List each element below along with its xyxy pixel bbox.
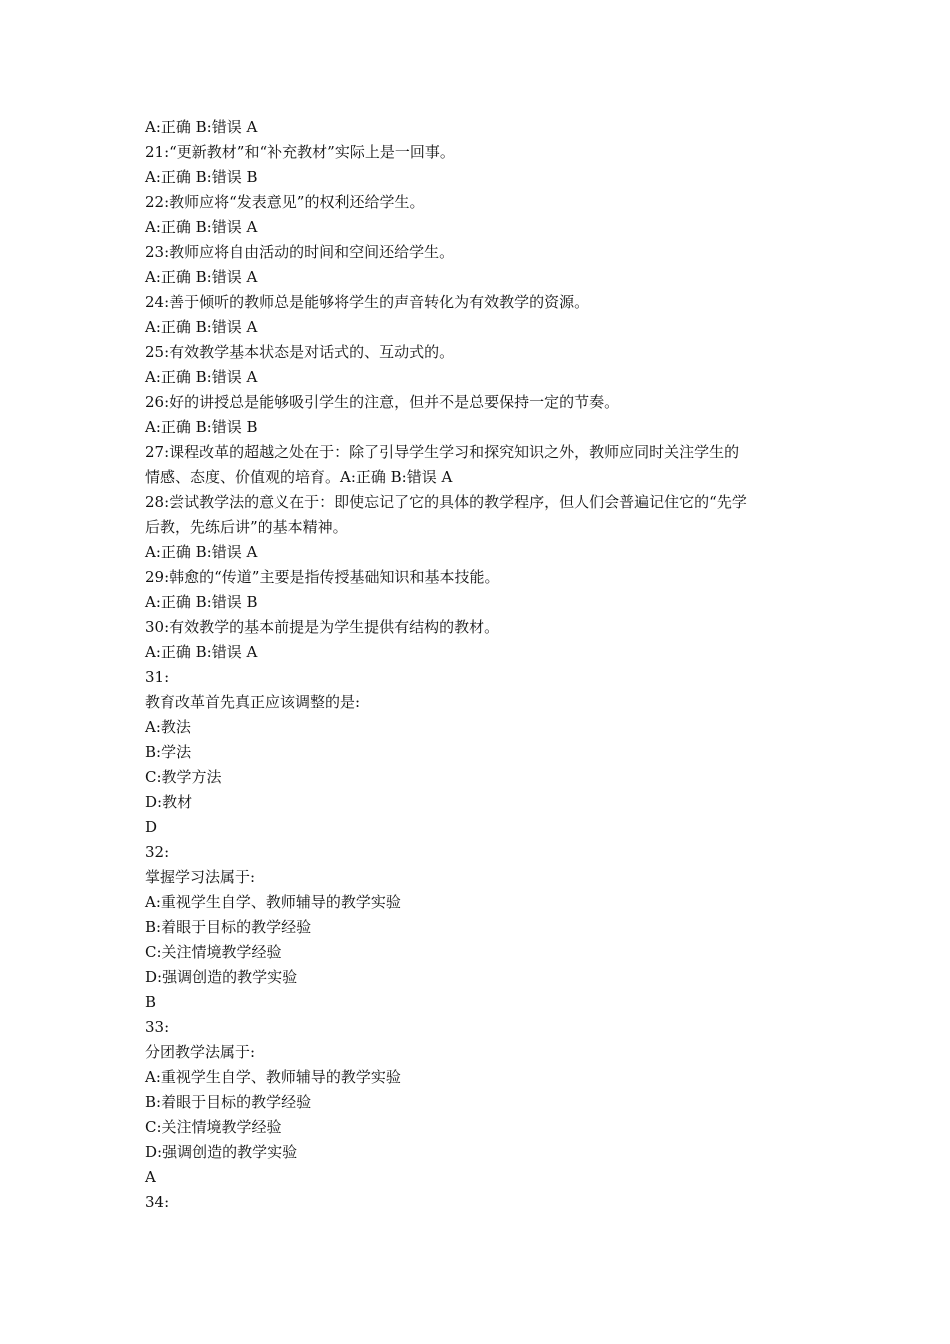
text-line: 23:教师应将自由活动的时间和空间还给学生。	[145, 243, 455, 261]
text-line: 29:韩愈的“传道”主要是指传授基础知识和基本技能。	[145, 568, 500, 586]
text-line: A:正确 B:错误 A	[145, 643, 258, 661]
text-line: B	[145, 993, 157, 1011]
text-line: 34:	[145, 1193, 170, 1211]
text-line: A:正确 B:错误 A	[145, 268, 258, 286]
text-line: A:重视学生自学、教师辅导的教学实验	[145, 1068, 401, 1086]
text-line: 26:好的讲授总是能够吸引学生的注意，但并不是总要保持一定的节奏。	[145, 393, 620, 411]
text-line: A:正确 B:错误 B	[145, 418, 258, 436]
text-line: 教育改革首先真正应该调整的是:	[145, 693, 361, 711]
text-line: 24:善于倾听的教师总是能够将学生的声音转化为有效教学的资源。	[145, 293, 590, 311]
text-line: 25:有效教学基本状态是对话式的、互动式的。	[145, 343, 455, 361]
text-line: 33:	[145, 1018, 170, 1036]
text-line: A:重视学生自学、教师辅导的教学实验	[145, 893, 401, 911]
text-line: 21:“更新教材”和“补充教材”实际上是一回事。	[145, 143, 455, 161]
text-line: D:强调创造的教学实验	[145, 968, 298, 986]
text-line: D:强调创造的教学实验	[145, 1143, 298, 1161]
text-line: A:正确 B:错误 A	[145, 543, 258, 561]
text-line: D:教材	[145, 793, 193, 811]
text-line: 32:	[145, 843, 170, 861]
text-line: A	[145, 1168, 156, 1186]
text-line: A:正确 B:错误 A	[145, 218, 258, 236]
text-line: D	[145, 818, 158, 836]
text-line: 后教，先练后讲”的基本精神。	[145, 518, 348, 536]
text-line: B:学法	[145, 743, 192, 761]
document-page	[145, 115, 810, 1215]
text-line: 情感、态度、价值观的培育。A:正确 B:错误 A	[145, 468, 453, 486]
text-line: A:正确 B:错误 B	[145, 168, 258, 186]
text-line: A:正确 B:错误 B	[145, 593, 258, 611]
text-line: 27:课程改革的超越之处在于：除了引导学生学习和探究知识之外，教师应同时关注学生的	[145, 443, 740, 461]
text-line: 28:尝试教学法的意义在于：即使忘记了它的具体的教学程序，但人们会普遍记住它的“先学	[145, 493, 747, 511]
text-line: B:着眼于目标的教学经验	[145, 1093, 312, 1111]
text-line: C:教学方法	[145, 768, 222, 786]
text-line: A:正确 B:错误 A	[145, 118, 258, 136]
text-line: 31:	[145, 668, 170, 686]
text-line: 分团教学法属于:	[145, 1043, 256, 1061]
text-line: A:教法	[145, 718, 191, 736]
text-line: B:着眼于目标的教学经验	[145, 918, 312, 936]
text-line: 22:教师应将“发表意见”的权利还给学生。	[145, 193, 425, 211]
text-line: A:正确 B:错误 A	[145, 318, 258, 336]
text-line: 30:有效教学的基本前提是为学生提供有结构的教材。	[145, 618, 500, 636]
text-line: C:关注情境教学经验	[145, 1118, 282, 1136]
text-line: A:正确 B:错误 A	[145, 368, 258, 386]
text-line: 掌握学习法属于:	[145, 868, 256, 886]
text-line: C:关注情境教学经验	[145, 943, 282, 961]
